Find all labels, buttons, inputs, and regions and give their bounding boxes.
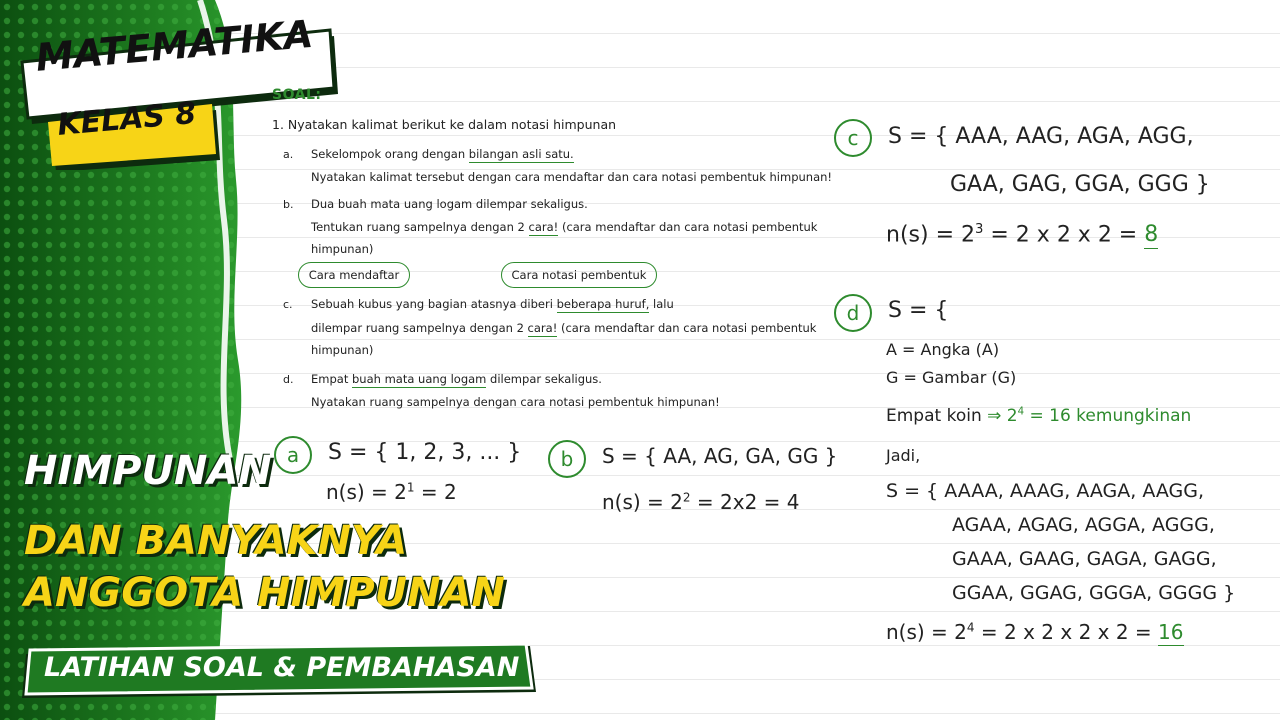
item-c-label: c. <box>283 298 293 311</box>
answer-d-key2: G = Gambar (G) <box>886 368 1017 387</box>
item-b-line3: himpunan) <box>311 242 374 256</box>
answer-c-set1: S = { AAA, AAG, AGA, AGG, <box>888 124 1194 149</box>
answer-d-row2: AGAA, AGAG, AGGA, AGGG, <box>952 514 1215 536</box>
oval-cara-notasi: Cara notasi pembentuk <box>501 262 657 288</box>
item-c-line2: dilempar ruang sampelnya dengan 2 cara! (cara mendaftar dan cara notasi pembentuk <box>311 321 817 335</box>
item-d-label: d. <box>283 373 294 386</box>
item-b-line2: Tentukan ruang sampelnya dengan 2 cara! (cara mendaftar dan cara notasi pembentuk <box>311 220 818 234</box>
oval-cara-mendaftar: Cara mendaftar <box>298 262 410 288</box>
answer-d-row1: S = { AAAA, AAAG, AAGA, AAGG, <box>886 480 1205 502</box>
answer-d-circle: d <box>834 294 872 332</box>
answer-d-jadi: Jadi, <box>886 446 921 465</box>
main-title-line2: DAN BANYAKNYA <box>24 518 408 564</box>
answer-d-key1: A = Angka (A) <box>886 340 1000 359</box>
answer-b-circle: b <box>548 440 586 478</box>
main-title-line3: ANGGOTA HIMPUNAN <box>24 570 506 616</box>
item-b-line1: Dua buah mata uang logam dilempar sekaligus. <box>311 197 588 211</box>
answer-d-n: $n(s) = 2^4 = 2$ x 2 x 2 x 2 = 16 <box>886 620 1184 644</box>
answer-d-set-open: S = { <box>888 298 949 323</box>
item-d-line1: Empat buah mata uang logam dilempar sekaligus. <box>311 372 602 386</box>
soal-heading: SOAL: <box>272 87 322 103</box>
item-a-label: a. <box>283 148 294 161</box>
item-c-line1: Sebuah kubus yang bagian atasnya diberi beberapa huruf, lalu <box>311 297 674 311</box>
answer-c-circle: c <box>834 119 872 157</box>
item-b-label: b. <box>283 198 294 211</box>
answer-a-n: $n(s) = 2^1 = 2$ <box>326 480 457 504</box>
answer-c-n: $n(s) = 2^3 = 2$ x 2 x 2 = 8 <box>886 222 1159 248</box>
answer-a-set: S = { 1, 2, 3, ... } <box>328 440 522 465</box>
answer-d-row3: GAAA, GAAG, GAGA, GAGG, <box>952 548 1217 570</box>
answer-b-set: S = { AA, AG, GA, GG } <box>602 444 838 468</box>
answer-a-circle: a <box>274 436 312 474</box>
answer-d-row4: GGAA, GGAG, GGGA, GGGG } <box>952 582 1236 604</box>
item-a-line1: Sekelompok orang dengan bilangan asli satu. <box>311 147 574 161</box>
title-grade: KELAS 8 <box>56 95 198 143</box>
answer-d-empat: Empat koin ⇒ $2^4 = 16$ kemungkinan <box>886 406 1192 426</box>
answer-c-set2: GAA, GAG, GGA, GGG } <box>950 172 1210 197</box>
item-a-line2: Nyatakan kalimat tersebut dengan cara mendaftar dan cara notasi pembentuk himpunan! <box>311 170 833 184</box>
banner-text: LATIHAN SOAL & PEMBAHASAN <box>44 652 520 683</box>
item-c-line3: himpunan) <box>311 343 374 357</box>
answer-b-n: $n(s) = 2^2 = 2x2 = 4$ <box>602 490 800 514</box>
item-d-line2: Nyatakan ruang sampelnya dengan cara notasi pembentuk himpunan! <box>311 395 720 409</box>
title-subject: MATEMATIKA <box>34 11 315 80</box>
question-1: 1. Nyatakan kalimat berikut ke dalam notasi himpunan <box>272 117 617 132</box>
main-title-line1: HIMPUNAN <box>24 448 272 494</box>
